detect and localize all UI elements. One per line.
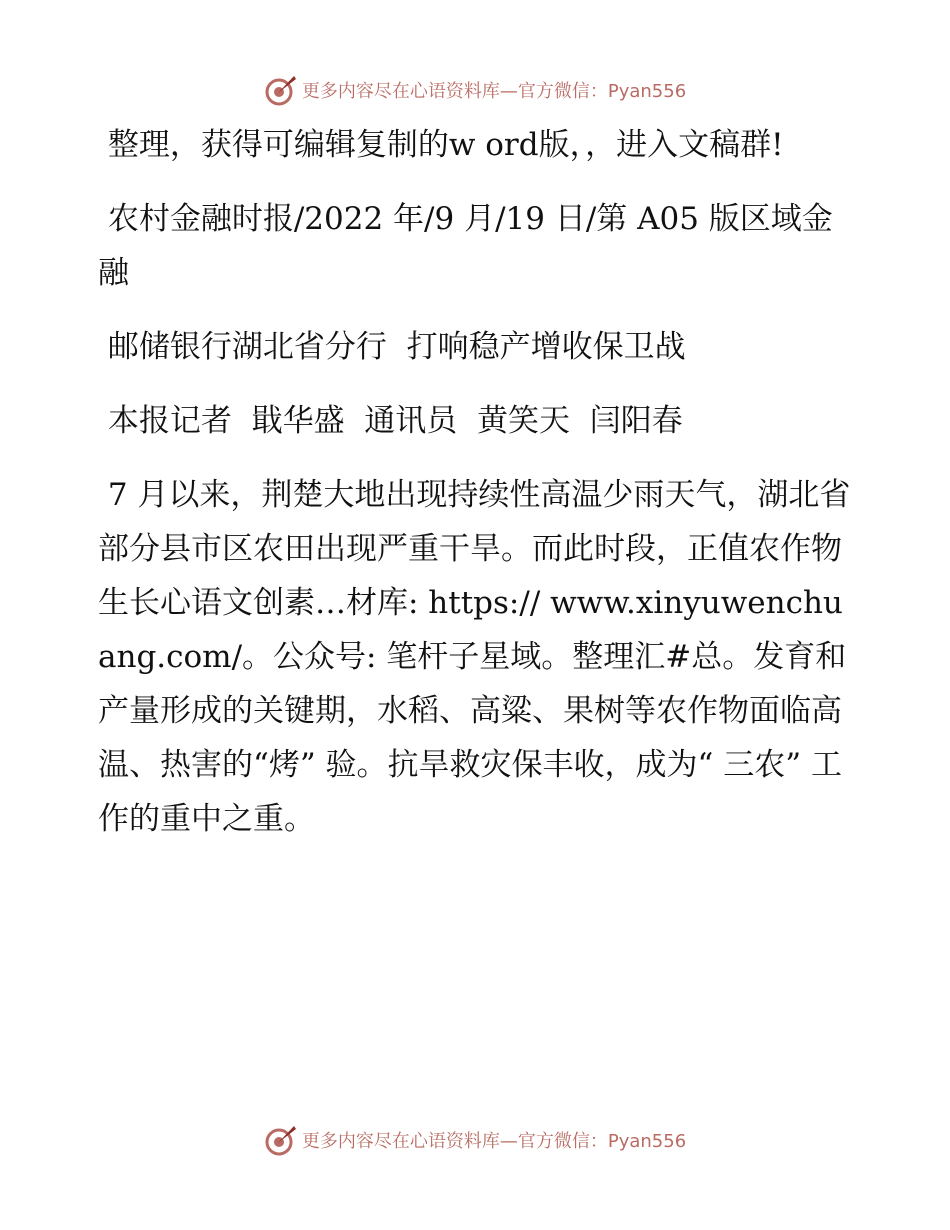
article-body	[98, 118, 858, 866]
quill-logo-icon	[264, 73, 298, 107]
body-paragraph: 7 月以来，荆楚大地出现持续性高温少雨天气，湖北省部分县市区农田出现严重干旱。而此时段，正值农作物生长心语文创素…材库: https:// www.xinyuwenchuang.com/。公众号: 笔杆子星域。整理汇#总。发育和产量形成的关键期，水稻、高粱、果树等农作物面临高温、热害的“烤” 验。抗旱救灾保丰收，成为“ 三农” 工作的重中之重。	[98, 477, 851, 837]
header-watermark	[0, 70, 950, 110]
byline: 本报记者 戢华盛 通讯员 黄笑天 闫阳春	[98, 403, 683, 439]
watermark-text: 更多内容尽在心语资料库—官方微信：Pyan556	[301, 1131, 687, 1152]
intro-paragraph: 整理，获得可编辑复制的w ord版，，进入文稿群!	[98, 127, 784, 163]
article-headline: 邮储银行湖北省分行 打响稳产增收保卫战	[98, 329, 686, 365]
watermark-text: 更多内容尽在心语资料库—官方微信：Pyan556	[301, 81, 687, 102]
quill-logo-icon	[264, 1123, 298, 1157]
dateline: 农村金融时报/2022 年/9 月/19 日/第 A05 版区域金融	[98, 201, 833, 291]
footer-watermark	[0, 1120, 950, 1160]
